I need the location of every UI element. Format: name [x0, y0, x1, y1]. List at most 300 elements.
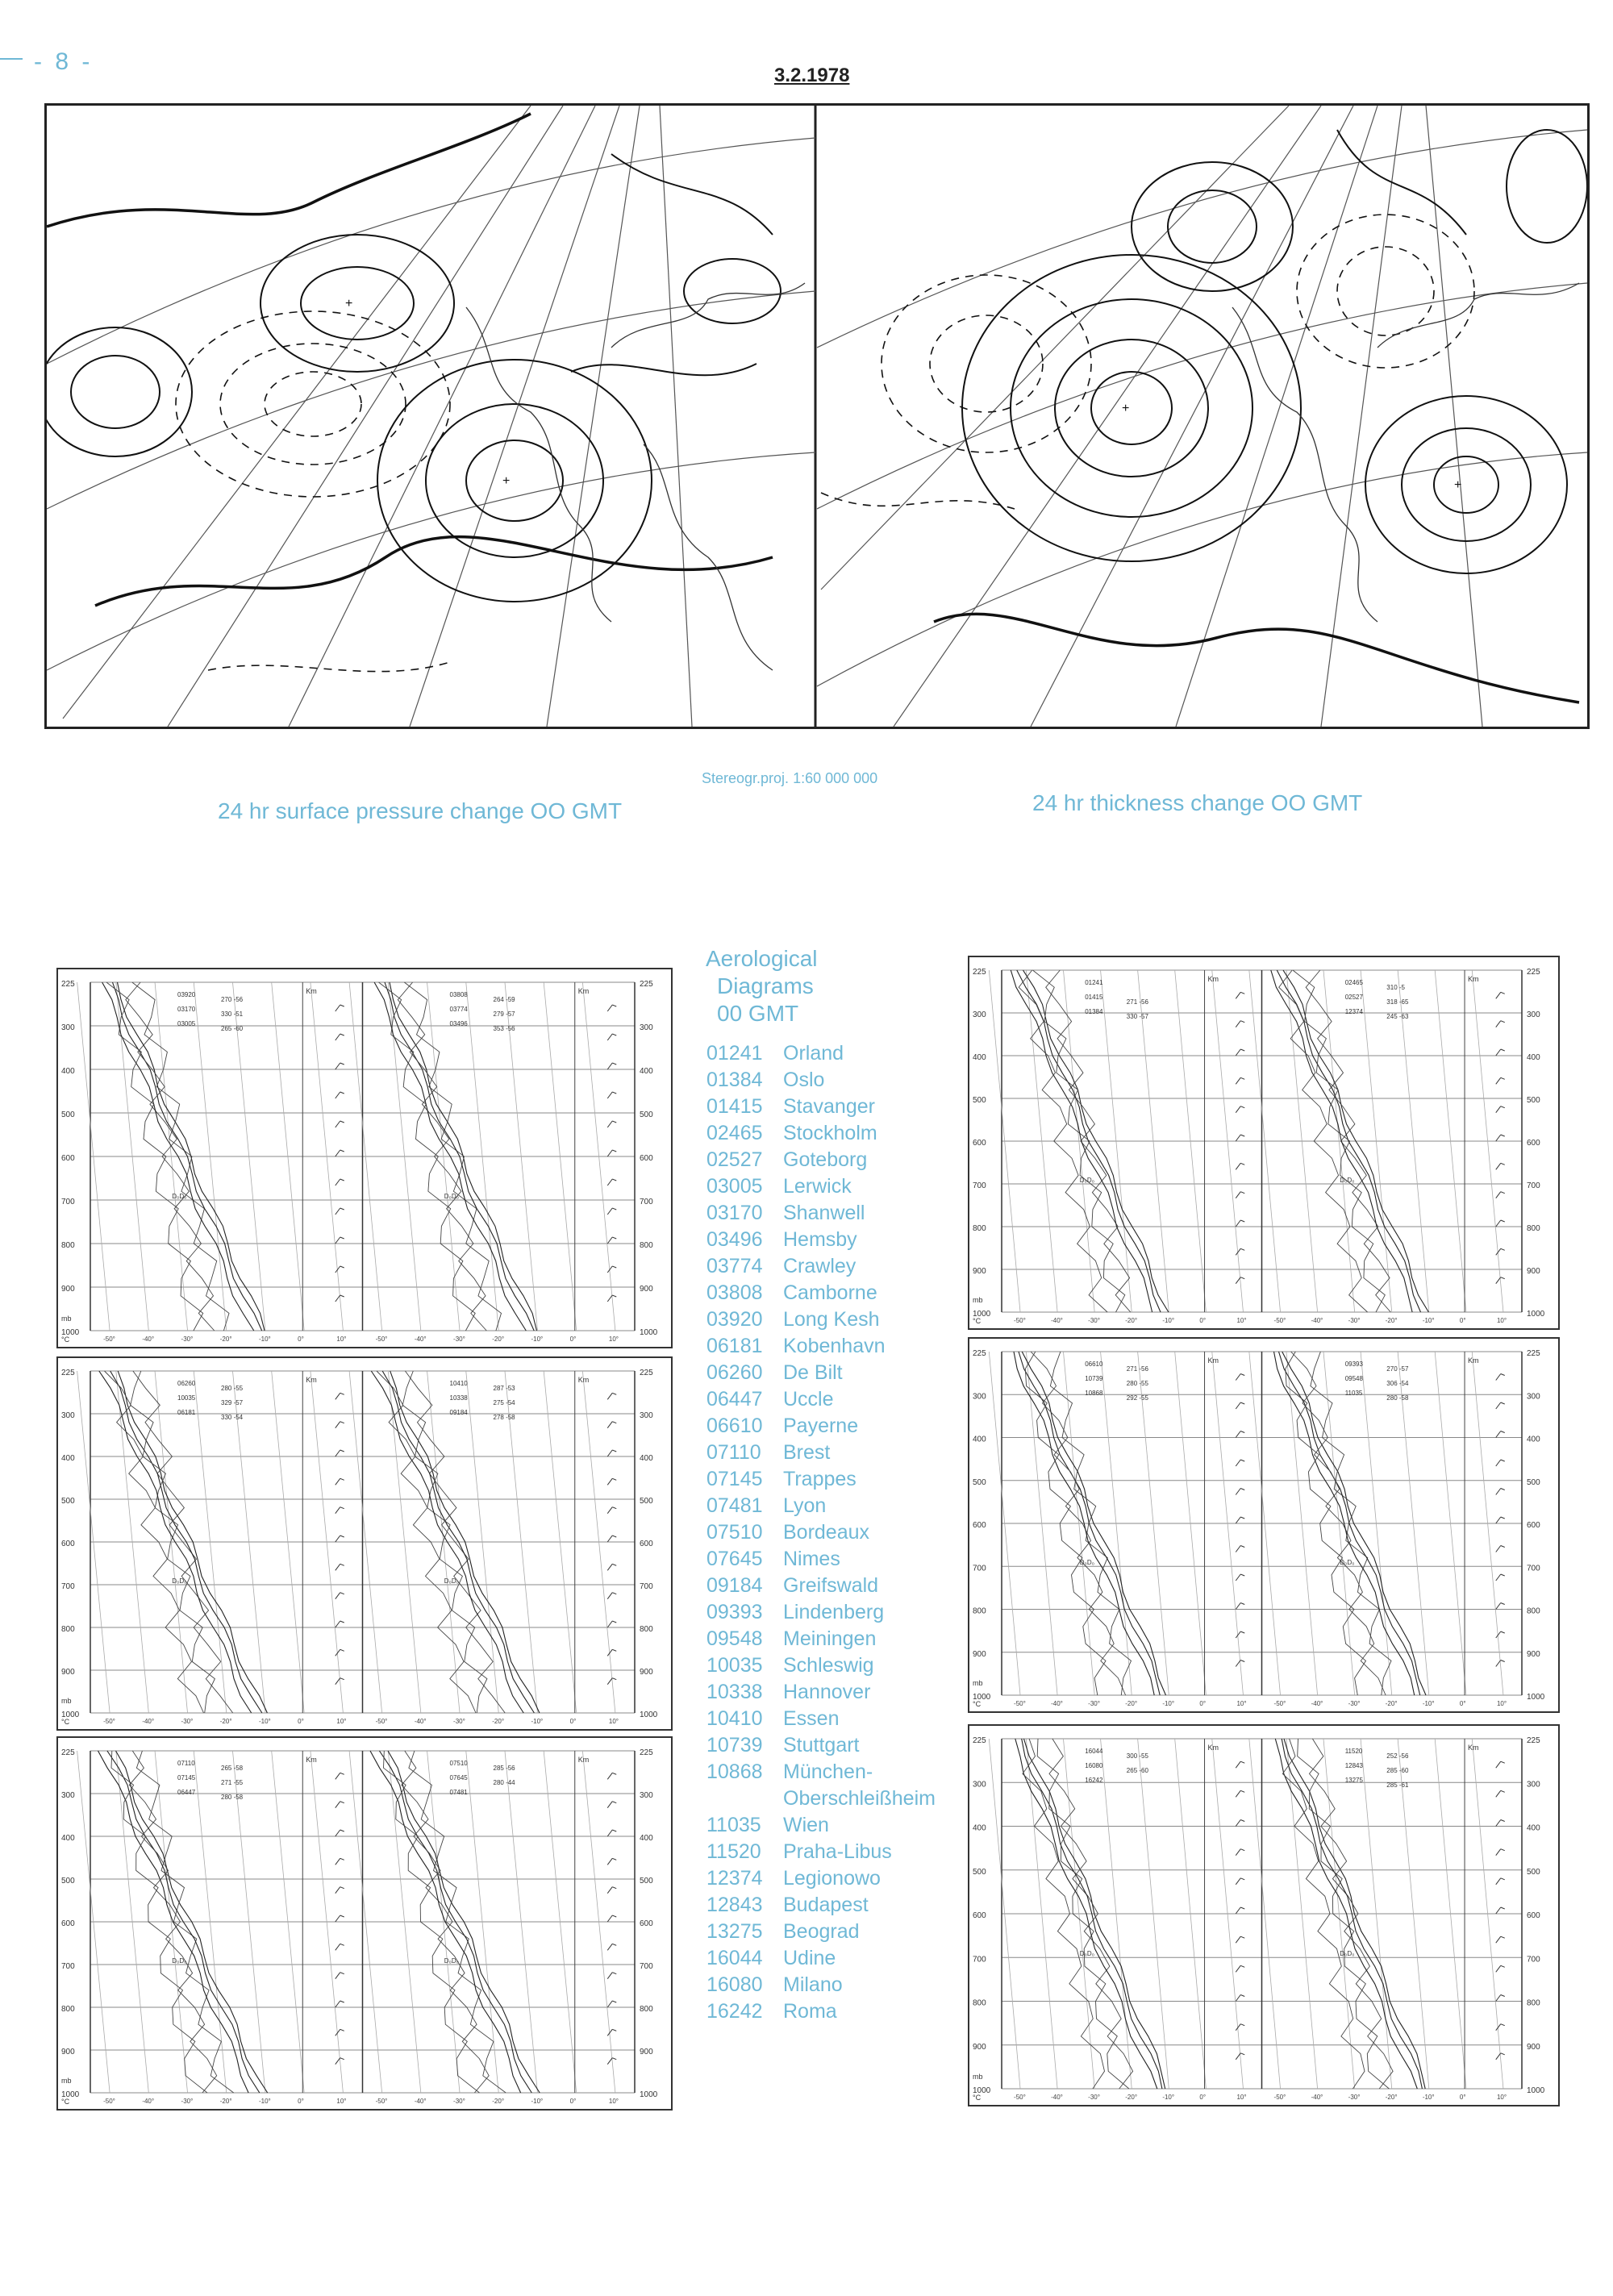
wind-barb-flag — [612, 1450, 616, 1452]
wind-barb — [607, 1973, 612, 1979]
pressure-label-right: 500 — [640, 1497, 653, 1506]
pressure-label-right: 400 — [640, 1454, 653, 1463]
wind-barb — [336, 1237, 340, 1244]
wind-barb — [607, 1150, 612, 1156]
temp-tick: -10° — [258, 1336, 271, 1343]
station-name: Greifswald — [783, 1574, 879, 1597]
aerological-diagram — [56, 968, 673, 1348]
station-code: 16044 — [706, 1947, 763, 1969]
wind-barb — [1236, 1820, 1240, 1827]
pressure-label-right: 700 — [640, 1198, 653, 1206]
diagram-tropopause-value: 285 -56 — [493, 1765, 515, 1772]
wind-barb — [1236, 1995, 1240, 2002]
diagram-tropopause-value: 300 -55 — [1126, 1752, 1148, 1760]
wind-barb-flag — [340, 1678, 344, 1680]
wind-barb-flag — [1501, 1849, 1505, 1851]
wind-barb-flag — [1501, 1761, 1505, 1763]
temp-tick: 10° — [1236, 1317, 1247, 1324]
wind-barb — [1496, 1761, 1501, 1768]
station-name: Oslo — [783, 1069, 825, 1091]
wind-barb — [607, 1830, 612, 1836]
diagram-tropopause-value: 265 -58 — [221, 1765, 244, 1772]
km-label: Km — [577, 1376, 590, 1384]
wind-barb-flag — [1501, 1220, 1505, 1222]
pressure-label-right: 500 — [640, 1110, 653, 1119]
station-name: Hemsby — [783, 1228, 857, 1251]
pressure-label-right: 1000 — [1527, 2086, 1545, 2095]
temp-tick: -20° — [219, 1718, 232, 1725]
pressure-label: 800 — [61, 1241, 75, 1250]
pressure-label: 900 — [61, 2048, 75, 2056]
wind-barb — [1236, 1761, 1240, 1768]
temp-tick: -20° — [492, 2098, 505, 2105]
temp-tick: 10° — [336, 1718, 347, 1725]
wind-barb — [1496, 1460, 1501, 1466]
diagram-station-id: 01241 — [1085, 979, 1103, 986]
weather-maps-panel — [44, 103, 1590, 729]
temp-tick: -20° — [1385, 1317, 1398, 1324]
temp-tick: 10° — [608, 2098, 619, 2105]
left-map-coastlines — [466, 283, 805, 670]
wind-barb-flag — [1501, 992, 1505, 994]
station-code: 02527 — [706, 1148, 763, 1171]
wind-barb-flag — [1240, 1163, 1244, 1165]
station-name: Nimes — [783, 1548, 840, 1570]
wind-barb-flag — [1240, 2053, 1244, 2055]
station-name: Goteborg — [783, 1148, 868, 1171]
wind-barb-flag — [1501, 1460, 1505, 1461]
station-name: Lerwick — [783, 1175, 852, 1198]
temp-tick: -30° — [1348, 2094, 1361, 2101]
temp-tick: -40° — [1051, 1317, 1063, 1324]
temp-tick: -50° — [1014, 2094, 1026, 2101]
pressure-label: 225 — [61, 1748, 75, 1757]
pressure-label-right: 900 — [640, 1668, 653, 1677]
wind-barb — [607, 1092, 612, 1098]
wind-barb-flag — [1240, 1489, 1244, 1490]
temp-tick: 0° — [569, 2098, 577, 2105]
pressure-label: 1000 — [973, 2086, 991, 2095]
wind-barb-flag — [1501, 1049, 1505, 1051]
pressure-label-right: 600 — [1527, 1911, 1540, 1920]
wind-barb — [607, 1887, 612, 1894]
temp-tick: -10° — [258, 1718, 271, 1725]
pressure-label: 400 — [973, 1053, 986, 1062]
wind-barb-flag — [1240, 1631, 1244, 1633]
station-row — [706, 1894, 869, 1920]
station-code: 13275 — [706, 1920, 763, 1943]
pressure-label: 900 — [973, 2042, 986, 2052]
station-code: 03774 — [706, 1255, 763, 1277]
pressure-label: 225 — [61, 1369, 75, 1377]
station-row — [706, 1973, 843, 2000]
station-row — [706, 1468, 857, 1494]
pressure-label-right: 225 — [640, 980, 653, 989]
diagram-tropopause-value: 353 -56 — [493, 1025, 515, 1032]
wind-barb-flag — [1240, 1790, 1244, 1792]
km-label: Km — [577, 987, 590, 995]
wind-barb — [336, 1063, 340, 1069]
pressure-label: 500 — [973, 1096, 986, 1105]
station-row — [706, 1122, 877, 1148]
diagram-station-id: 06260 — [177, 1380, 196, 1387]
diagram-tropopause-value: 278 -58 — [493, 1414, 515, 1421]
station-row — [706, 1920, 860, 1947]
pressure-label-right: 900 — [1527, 1267, 1540, 1276]
temp-tick: -50° — [103, 2098, 115, 2105]
wind-barb-flag — [612, 1063, 616, 1065]
diagram-station-id: 12374 — [1344, 1008, 1363, 1015]
dewpoint-depression-label: D₀D₀ — [1340, 1176, 1355, 1184]
station-name: Camborne — [783, 1281, 877, 1304]
temp-tick: -10° — [1422, 1317, 1435, 1324]
wind-barb-flag — [340, 1450, 344, 1452]
station-row — [706, 1521, 869, 1548]
km-label: Km — [306, 987, 317, 995]
diagram-tropopause-value: 280 -58 — [221, 1794, 244, 1801]
wind-barb-flag — [340, 1422, 344, 1423]
wind-barb-flag — [1240, 992, 1244, 994]
station-code: 03170 — [706, 1202, 763, 1224]
wind-barb — [1236, 1192, 1240, 1198]
wind-barb-flag — [1240, 1192, 1244, 1194]
temp-tick: -20° — [1385, 2094, 1398, 2101]
wind-barb-flag — [612, 1678, 616, 1680]
aerological-diagram — [968, 1337, 1560, 1713]
pressure-label-right: 500 — [1527, 1867, 1540, 1877]
temp-tick: 10° — [1236, 2094, 1247, 2101]
wind-barb-flag — [1501, 1077, 1505, 1079]
diagram-station-id: 09184 — [449, 1409, 468, 1416]
temp-tick: -10° — [1422, 2094, 1435, 2101]
station-code: 03496 — [706, 1228, 763, 1251]
station-code: 16242 — [706, 2000, 763, 2023]
station-name: Stavanger — [783, 1095, 875, 1118]
wind-barb-flag — [1501, 1965, 1505, 1967]
wind-barb-flag — [1501, 1277, 1505, 1279]
wind-barb-flag — [612, 1621, 616, 1623]
temp-tick: -30° — [181, 2098, 194, 2105]
pressure-label: 700 — [973, 1564, 986, 1573]
wind-barb — [1236, 1790, 1240, 1797]
pressure-label-right: 900 — [1527, 2042, 1540, 2052]
page-number: - 8 - — [34, 48, 94, 75]
temp-tick: -40° — [414, 2098, 427, 2105]
diagram-tropopause-value: 271 -56 — [1126, 998, 1148, 1006]
wind-barb — [1496, 1849, 1501, 1856]
station-code: 01384 — [706, 1069, 763, 1091]
km-label: Km — [1468, 975, 1479, 983]
pressure-label-right: 300 — [1527, 1010, 1540, 1019]
temp-tick: -10° — [531, 1336, 544, 1343]
station-row — [706, 1308, 880, 1335]
wind-barb — [336, 1121, 340, 1127]
temp-tick: -40° — [1311, 1317, 1323, 1324]
aerological-diagram — [56, 1356, 673, 1731]
wind-barb — [1236, 1021, 1240, 1027]
temp-tick: -50° — [103, 1718, 115, 1725]
wind-barb-flag — [340, 1773, 344, 1774]
wind-barb-flag — [340, 2001, 344, 2002]
temp-tick: 0° — [1459, 1317, 1466, 1324]
km-label: Km — [577, 1756, 590, 1764]
station-row — [706, 1042, 844, 1069]
diagram-station-id: 01384 — [1085, 1008, 1103, 1015]
station-code: 09184 — [706, 1574, 763, 1597]
pressure-label: 225 — [61, 980, 75, 989]
pressure-label-right: 300 — [1527, 1780, 1540, 1790]
wind-barb-flag — [612, 1121, 616, 1123]
pressure-label: 700 — [61, 1962, 75, 1971]
wind-barb-flag — [1501, 2053, 1505, 2055]
pressure-label: 600 — [973, 1139, 986, 1148]
wind-barb — [336, 1536, 340, 1542]
aerological-title-line: 00 GMT — [717, 1001, 799, 1026]
km-label: Km — [1207, 1356, 1219, 1365]
wind-barb-flag — [1240, 1661, 1244, 1662]
temp-tick: -20° — [219, 1336, 232, 1343]
pressure-label: 800 — [61, 2005, 75, 2014]
wind-barb — [336, 1208, 340, 1215]
temp-tick: -20° — [1125, 1700, 1138, 1707]
wind-barb — [336, 1944, 340, 1950]
station-row — [706, 1867, 881, 1894]
dewpoint-depression-label: D₀D₀ — [1079, 1559, 1094, 1567]
station-code: 10035 — [706, 1654, 763, 1677]
wind-barb-flag — [612, 1092, 616, 1094]
pressure-label-right: 225 — [640, 1369, 653, 1377]
diagram-tropopause-value: 245 -63 — [1386, 1013, 1409, 1020]
wind-barb-flag — [340, 1802, 344, 1803]
wind-barb-flag — [340, 1005, 344, 1006]
wind-barb-flag — [1501, 1907, 1505, 1909]
wind-barb-flag — [340, 1063, 344, 1065]
wind-barb — [1236, 1661, 1240, 1667]
temp-tick: 0° — [1199, 1317, 1207, 1324]
station-name: Udine — [783, 1947, 836, 1969]
wind-barb — [1236, 1965, 1240, 1972]
station-row — [706, 1069, 824, 1095]
dewpoint-depression-label: D₀D₀ — [444, 1577, 459, 1585]
svg-text:+: + — [1454, 478, 1462, 492]
diagram-station-id: 06447 — [177, 1789, 196, 1796]
wind-barb-flag — [340, 1507, 344, 1509]
mb-label: mb — [61, 1315, 72, 1323]
wind-barb-flag — [1240, 1546, 1244, 1548]
station-code: 06260 — [706, 1361, 763, 1384]
station-row — [706, 1281, 877, 1308]
wind-barb-flag — [1240, 1277, 1244, 1279]
wind-barb — [607, 2058, 612, 2065]
wind-barb-flag — [612, 1393, 616, 1394]
diagram-tropopause-value: 330 -54 — [221, 1414, 244, 1421]
wind-barb-flag — [340, 1649, 344, 1651]
diagram-station-id: 11520 — [1344, 1748, 1363, 1755]
diagram-tropopause-value: 271 -56 — [1126, 1365, 1148, 1373]
station-row — [706, 1601, 884, 1627]
wind-barb — [607, 1564, 612, 1570]
right-map-negative-lines — [821, 215, 1474, 509]
wind-barb-flag — [612, 2029, 616, 2031]
station-code: 01241 — [706, 1042, 763, 1065]
station-name: Essen — [783, 1707, 840, 1730]
station-row — [706, 1787, 936, 1814]
wind-barb — [336, 1915, 340, 1922]
pressure-label-right: 400 — [1527, 1053, 1540, 1062]
wind-barb-flag — [1240, 1820, 1244, 1822]
wind-barb-flag — [612, 1858, 616, 1860]
temp-tick: -20° — [492, 1336, 505, 1343]
temp-tick: -10° — [258, 2098, 271, 2105]
station-name: München- — [783, 1761, 873, 1783]
pressure-label-right: 500 — [640, 1877, 653, 1886]
pressure-label-right: 300 — [640, 1791, 653, 1800]
temp-tick: 0° — [298, 1718, 304, 1725]
temp-tick: -50° — [1273, 1700, 1286, 1707]
pressure-label: 1000 — [61, 1711, 80, 1719]
pressure-label: 800 — [973, 1998, 986, 2008]
wind-barb-flag — [340, 1858, 344, 1860]
wind-barb-flag — [1240, 1761, 1244, 1763]
pressure-label: 600 — [61, 1540, 75, 1548]
wind-barb — [336, 1507, 340, 1514]
dewpoint-depression-label: D₀D₀ — [444, 1956, 459, 1965]
station-code: 06181 — [706, 1335, 763, 1357]
station-code: 07645 — [706, 1548, 763, 1570]
pressure-label: 400 — [61, 1834, 75, 1843]
wind-barb — [336, 1034, 340, 1040]
wind-barb — [336, 1858, 340, 1865]
pressure-label-right: 500 — [1527, 1477, 1540, 1487]
station-code: 12374 — [706, 1867, 763, 1890]
pressure-label: 700 — [61, 1582, 75, 1591]
diagram-station-id: 11035 — [1344, 1390, 1363, 1397]
wind-barb — [1496, 1820, 1501, 1827]
wind-barb-flag — [340, 1478, 344, 1480]
wind-barb-flag — [340, 1536, 344, 1537]
wind-barb — [1496, 1163, 1501, 1169]
wind-barb-flag — [612, 1266, 616, 1268]
station-name: Beograd — [783, 1920, 860, 1943]
wind-barb — [607, 1507, 612, 1514]
station-code: 07510 — [706, 1521, 763, 1544]
dewpoint-depression-label: D₀D₀ — [1340, 1559, 1355, 1567]
temp-tick: 10° — [1496, 1700, 1507, 1707]
pressure-label: 400 — [61, 1454, 75, 1463]
diagram-tropopause-value: 280 -44 — [493, 1779, 515, 1786]
km-label: Km — [306, 1376, 317, 1384]
temp-tick: -20° — [1125, 1317, 1138, 1324]
wind-barb-flag — [340, 1621, 344, 1623]
wind-barb-flag — [340, 1944, 344, 1945]
wind-barb — [1236, 1277, 1240, 1284]
wind-barb-flag — [612, 1478, 616, 1480]
wind-barb-flag — [340, 1092, 344, 1094]
wind-barb — [607, 1208, 612, 1215]
wind-barb — [607, 1478, 612, 1485]
wind-barb-flag — [1240, 1574, 1244, 1576]
pressure-label-right: 1000 — [640, 2090, 658, 2099]
wind-barb-flag — [612, 1593, 616, 1594]
diagram-station-id: 03920 — [177, 991, 196, 998]
pressure-label-right: 1000 — [1527, 1693, 1545, 1702]
diagram-station-id: 16080 — [1085, 1762, 1103, 1769]
station-name: Shanwell — [783, 1202, 865, 1224]
temp-tick: -30° — [453, 1718, 465, 1725]
station-name: Praha-Libus — [783, 1840, 892, 1863]
temp-tick: 0° — [1199, 2094, 1207, 2101]
station-code: 11520 — [706, 1840, 761, 1863]
wind-barb-flag — [1240, 1021, 1244, 1023]
pressure-label: 300 — [61, 1411, 75, 1420]
diagram-tropopause-value: 310 -5 — [1386, 984, 1405, 991]
pressure-label: 400 — [61, 1067, 75, 1076]
wind-barb — [1236, 1574, 1240, 1581]
wind-barb — [1236, 1460, 1240, 1466]
pressure-label-right: 800 — [640, 1241, 653, 1250]
pressure-label-right: 700 — [640, 1962, 653, 1971]
station-code: 16080 — [706, 1973, 763, 1996]
km-label: Km — [1207, 1744, 1219, 1752]
diagram-station-id: 06181 — [177, 1409, 196, 1416]
wind-barb-flag — [340, 1121, 344, 1123]
pressure-label-right: 225 — [1527, 1736, 1540, 1745]
wind-barb-flag — [612, 1773, 616, 1774]
station-row — [706, 1148, 867, 1175]
station-row — [706, 1335, 886, 1361]
pressure-label-right: 225 — [1527, 968, 1540, 977]
pressure-label: 300 — [973, 1010, 986, 1019]
wind-barb — [607, 1237, 612, 1244]
temp-tick: -40° — [1051, 2094, 1063, 2101]
diagram-tropopause-value: 330 -51 — [221, 1010, 244, 1018]
wind-barb — [336, 1422, 340, 1428]
wind-barb — [607, 1450, 612, 1456]
wind-barb-flag — [1240, 1460, 1244, 1461]
station-name: Long Kesh — [783, 1308, 880, 1331]
km-label: Km — [1468, 1356, 1479, 1365]
pressure-label-right: 600 — [640, 1540, 653, 1548]
diagram-station-id: 02527 — [1344, 994, 1363, 1001]
station-name: Milano — [783, 1973, 843, 1996]
wind-barb-flag — [1501, 1248, 1505, 1250]
wind-barb — [1236, 1374, 1240, 1381]
station-row — [706, 1627, 876, 1654]
temp-tick: 0° — [1459, 1700, 1466, 1707]
temp-tick: -50° — [1273, 1317, 1286, 1324]
station-name: Uccle — [783, 1388, 834, 1411]
wind-barb — [607, 1678, 612, 1685]
aerological-diagram — [968, 956, 1560, 1330]
pressure-label-right: 900 — [640, 2048, 653, 2056]
aerological-title — [706, 945, 818, 1027]
wind-barb-flag — [340, 1150, 344, 1152]
station-name: De Bilt — [783, 1361, 843, 1384]
wind-barb — [607, 1944, 612, 1950]
station-code: 11035 — [706, 1814, 761, 1836]
pressure-label-right: 225 — [1527, 1349, 1540, 1358]
wind-barb-flag — [1240, 1603, 1244, 1605]
wind-barb — [607, 1063, 612, 1069]
diagram-tropopause-value: 270 -57 — [1386, 1365, 1409, 1373]
pressure-label-right: 700 — [1527, 1564, 1540, 1573]
diagram-tropopause-value: 265 -60 — [1126, 1767, 1148, 1774]
temp-tick: -50° — [103, 1336, 115, 1343]
wind-barb — [607, 1773, 612, 1779]
wind-barb — [1496, 1277, 1501, 1284]
wind-barb — [336, 1450, 340, 1456]
station-code: 10338 — [706, 1681, 763, 1703]
